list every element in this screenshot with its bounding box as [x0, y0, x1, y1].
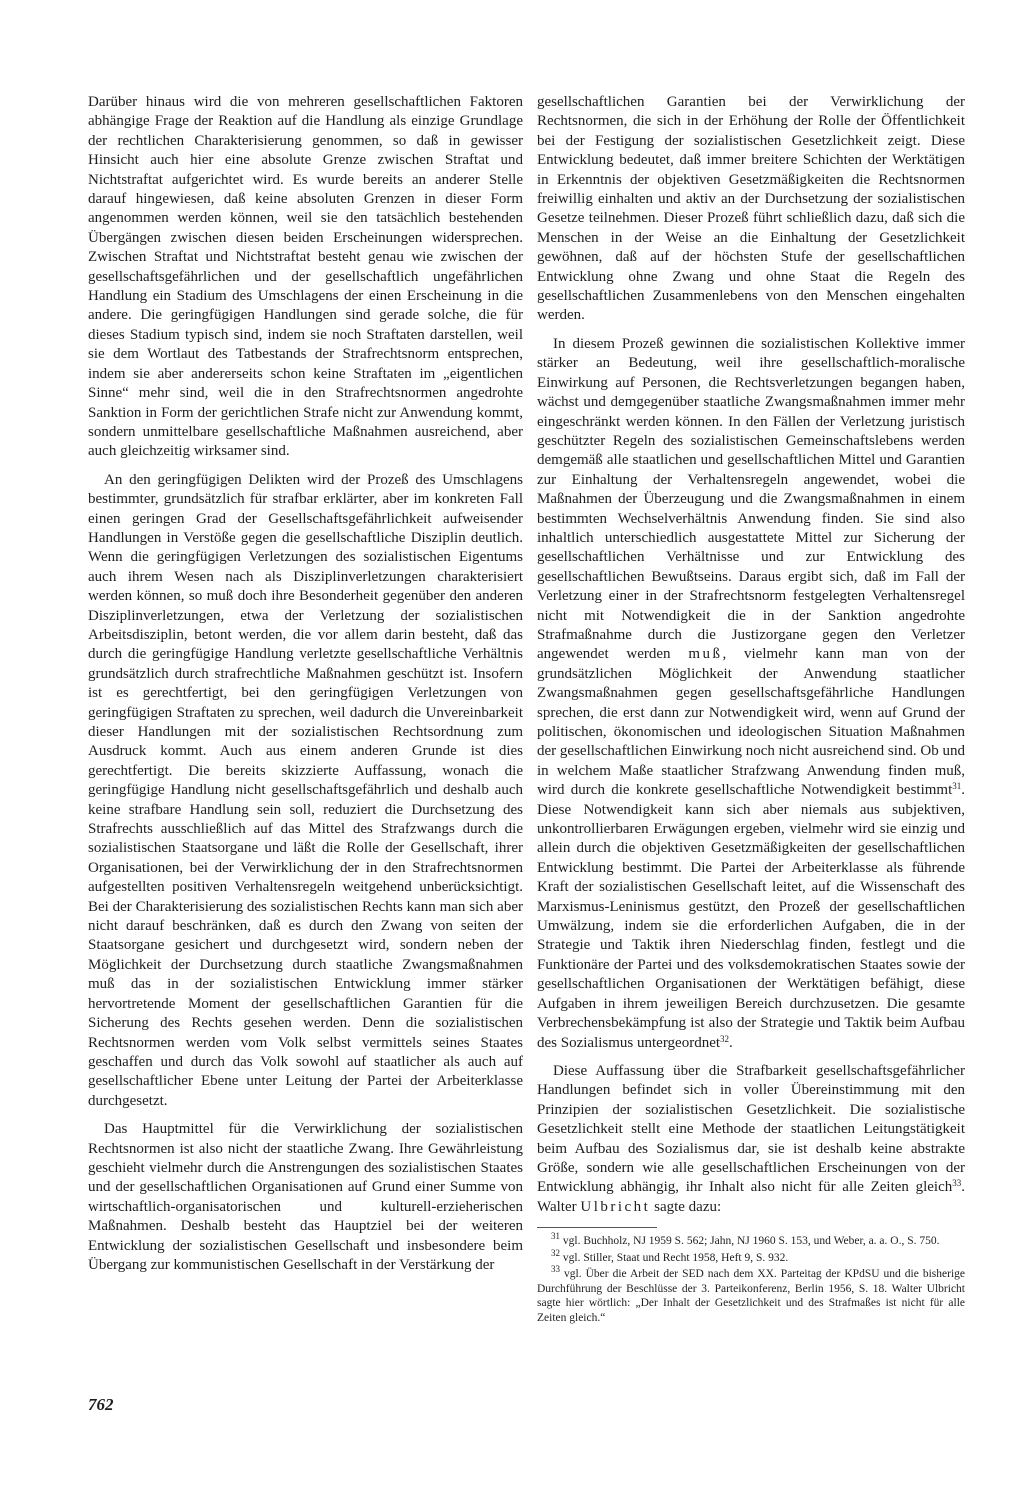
- footnote-ref-32: 32: [720, 1033, 730, 1044]
- paragraph-left-1: Darüber hinaus wird die von mehreren gesellschaftlichen Faktoren abhängige Frage der Reaktion auf die Handlung als einzige Grundlage der rechtlichen Charakterisierung genommen, so daß in gewisser Hinsicht auch hier eine absolute Grenze zwischen Straftat und Nichtstraftat aufgerichtet wird. Es wurde bereits an anderer Stelle darauf hingewiesen, daß keine absoluten Grenzen in dieser Form angenommen werden können, weil sie den tatsächlich bestehenden Übergängen zwischen diesen beiden Erscheinungen widersprechen. Zwischen Straftat und Nichtstraftat besteht genau wie zwischen der gesellschaftsgefährlichen und der gesellschaftlich ungefährlichen Handlung ein Stadium des Umschlagens der einen Erscheinung in die andere. Die geringfügigen Handlungen sind gerade solche, die für dieses Stadium typisch sind, indem sie noch Straftaten darstellen, weil sie dem Wortlaut des Tatbestands der Strafrechtsnorm entsprechen, indem sie aber andererseits schon keine Straftaten im „eigentlichen Sinne“ mehr sind, weil die in den Strafrechtsnormen angedrohte Sanktion in Form der gerichtlichen Strafe nicht zur Anwendung kommt, sondern unmittelbare gesellschaftliche Maßnahmen ausreichend, aber auch gleichzeitig wirksamer sind.: [88, 94, 523, 460]
- paragraph-left-3: Das Hauptmittel für die Verwirklichung der sozialistischen Rechtsnormen ist also nicht der staatliche Zwang. Ihre Gewährleistung geschieht vielmehr durch die Anstrengungen des sozialistischen Staates und der gesellschaftlichen Organisationen auf Grund einer Summe von wirtschaftlich-organisatorischen und kulturell-erzieherischen Maßnahmen. Deshalb besteht das Hauptziel bei der weiteren Entwicklung der sozialistischen Gesellschaft und insbesondere beim Übergang zur kommunistischen Gesellschaft in der Verstärkung der: [88, 1121, 523, 1273]
- paragraph-right-3-text-b: . Walter: [537, 1179, 965, 1215]
- footnotes: [537, 1231, 965, 1325]
- left-column: [88, 93, 523, 1284]
- paragraph-right-2-text-d: .: [729, 1034, 733, 1051]
- footnote-31: [537, 1231, 965, 1249]
- footnote-divider: [537, 1227, 657, 1228]
- footnote-text: vgl. Über die Arbeit der SED nach dem XX. Parteitag der KPdSU und die bisherige Durchführung der Beschlüsse der 3. Parteikonferenz, Berlin 1956, S. 18. Walter Ulbricht sagte hier wörtlich: „Der Inhalt der Gesetzlichkeit und des Strafmaßes ist nicht für alle Zeiten gleich.“: [537, 1268, 965, 1324]
- paragraph-left-2: An den geringfügigen Delikten wird der Prozeß des Umschlagens bestimmter, grundsätzlich für strafbar erklärter, aber im konkreten Fall einen geringen Grad der Gesellschaftsgefährlichkeit aufweisender Handlungen in Verstöße gegen die gesellschaftliche Disziplin deutlich. Wenn die geringfügigen Verletzungen des sozialistischen Eigentums auch ihrem Wesen nach als Disziplinverletzungen charakterisiert werden können, so muß doch ihre Besonderheit gegenüber den anderen Disziplinverletzungen, etwa der Verletzung der sozialistischen Arbeitsdisziplin, betont werden, die vor allem darin besteht, daß das durch die geringfügige Handlung verletzte gesellschaftliche Verhältnis grundsätzlich durch strafrechtliche Maßnahmen geschützt ist. Insofern ist es gerechtfertigt, bei den geringfügigen Verletzungen von geringfügigen Straftaten zu sprechen, weil dadurch die Unvereinbarkeit dieser Handlungen mit der sozialistischen Rechtsordnung zum Ausdruck kommt. Auch aus einem anderen Grunde ist dies gerechtfertigt. Die bereits skizzierte Auffassung, wonach die geringfügige Handlung nicht gesellschaftsgefährlich und deshalb auch keine strafbare Handlung sein soll, reduziert die Durchsetzung des Strafrechts ausschließlich auf das Mittel des Strafzwangs durch die sozialistischen Staatsorgane und läßt die Rolle der Gesellschaft, ihrer Organisationen, bei der Verwirklichung der in den Strafrechtsnormen aufgestellten positiven Verhaltensregeln weitgehend unberücksichtigt. Bei der Charakterisierung des sozialistischen Rechts kann man sich aber nicht darauf beschränken, daß es durch den Zwang von seiten der Staatsorgane gesichert und durchgesetzt wird, sondern neben der Möglichkeit der Durchsetzung durch staatliche Zwangsmaßnahmen muß das in der sozialistischen Entwicklung immer stärker hervortretende Moment der gesellschaftlichen Garantien für die Sicherung des Rechts gesehen werden. Denn die sozialistischen Rechtsnormen werden vom Volk selbst vermittels seines Staates geschaffen und durch das Volk sowohl auf staatlicher als auch auf gesellschaftlicher Ebene unter Leitung der Partei der Arbeiterklasse durchgesetzt.: [88, 471, 523, 1109]
- paragraph-right-3-text-c: sagte dazu:: [650, 1198, 722, 1215]
- emphasis-muss: muß: [688, 646, 723, 663]
- emphasis-ulbricht: Ulbricht: [580, 1198, 651, 1215]
- paragraph-right-3-text-a: Diese Auffassung über die Strafbarkeit gesellschaftsgefährlicher Handlungen befindet sich in voller Übereinstimmung mit den Prinzipien der sozialistischen Gesetzlichkeit. Die sozialistische Gesetzlichkeit stellt eine Methode der staatlichen Leitungstätigkeit beim Aufbau des Sozialismus dar, sie ist deshalb keine abstrakte Größe, sondern wie alle gesellschaftlichen Erscheinungen von der Entwicklung abhängig, ihr Inhalt also nicht für alle Zeiten gleich: [537, 1062, 965, 1196]
- paragraph-right-2-text-c: . Diese Notwendigkeit kann sich aber niemals aus subjektiven, unkontrollierbaren Erwägungen ergeben, vielmehr wird sie einzig und allein durch die objektiven Gesetzmäßigkeiten der gesellschaftlichen Entwicklung bestimmt. Die Partei der Arbeiterklasse als führende Kraft der sozialistischen Gesellschaft leitet, auf die Wissenschaft des Marxismus-Leninismus gestützt, den Prozeß der gesellschaftlichen Umwälzung, indem sie die erforderlichen Aufgaben, die in der Strategie und Taktik ihren Niederschlag finden, festlegt und die Funktionäre der Partei und des volksdemokratischen Staates sowie der gesellschaftlichen Organisationen der Werktätigen befähigt, diese Aufgaben in ihrem jeweiligen Bereich durchzusetzen. Die gesamte Verbrechensbekämpfung ist also der Strategie und Taktik beim Aufbau des Sozialismus untergeordnet: [537, 782, 965, 1051]
- footnote-33: [537, 1264, 965, 1325]
- paragraph-right-2-text-a: In diesem Prozeß gewinnen die sozialistischen Kollektive immer stärker an Bedeutung, weil ihre gesellschaftlich-moralische Einwirkung auf Personen, die Rechtsverletzungen begangen haben, wächst und demgegenüber staatliche Zwangsmaßnahmen immer mehr eingeschränkt werden können. In den Fällen der Verletzung juristisch geschützter Regeln des sozialistischen Gemeinschaftslebens werden demgemäß alle staatlichen und gesellschaftlichen Mittel und Garantien zur Einhaltung der Verhaltensregeln angewendet, wobei die Maßnahmen der Überzeugung und die Zwangsmaßnahmen in einem bestimmten Wechselverhältnis Anwendung finden. Sie sind also inhaltlich unterschiedlich ausgestattete Mittel zur Sicherung der gesellschaftlichen Verhältnisse und zur Entwicklung des gesellschaftlichen Bewußtseins. Daraus ergibt sich, daß im Fall der Verletzung einer in der Strafrechtsnorm festgelegten Verhaltensregel nicht mit Notwendigkeit die in der Sanktion angedrohte Strafmaßnahme durch die Justizorgane gegen den Verletzer angewendet werden: [537, 335, 965, 663]
- paragraph-right-3: [537, 1062, 965, 1217]
- footnote-ref-31: 31: [952, 781, 962, 792]
- footnote-number: 32: [551, 1247, 560, 1258]
- footnote-number: 33: [551, 1264, 560, 1275]
- footnote-32: [537, 1247, 965, 1266]
- paragraph-right-2-text-b: , vielmehr kann man von der grundsätzlichen Möglichkeit der Anwendung staatlicher Zwangsmaßnahmen gegen gesellschaftsgefährliche Handlungen sprechen, die erst dann zur Notwendigkeit wird, wenn auf Grund der politischen, ökonomischen und ideologischen Situation Maßnahmen der gesellschaftlichen Einwirkung noch nicht ausreichend sind. Ob und in welchem Maße staatlicher Strafzwang Anwendung finden muß, wird durch die konkrete gesellschaftliche Notwendigkeit bestimmt: [537, 646, 966, 799]
- footnote-text: vgl. Stiller, Staat und Recht 1958, Heft 9, S. 932.: [560, 1251, 789, 1264]
- footnote-text: vgl. Buchholz, NJ 1959 S. 562; Jahn, NJ 1960 S. 153, und Weber, a. a. O., S. 750.: [560, 1235, 940, 1248]
- footnote-number: 31: [551, 1231, 560, 1242]
- paragraph-right-1: gesellschaftlichen Garantien bei der Verwirklichung der Rechtsnormen, die sich in der Erhöhung der Rolle der Öffentlichkeit bei der Festigung der sozialistischen Gesetzlichkeit zeigt. Diese Entwicklung bedeutet, daß immer breitere Schichten der Werktätigen in Erkenntnis der objektiven Gesetzmäßigkeiten die Rechtsnormen freiwillig einhalten und aktiv an der Durchsetzung der sozialistischen Gesetze teilnehmen. Dieser Prozeß führt schließlich dazu, daß sich die Menschen in der Weise an die Einhaltung der Gesetzlichkeit gewöhnen, daß auf der höchsten Stufe der gesellschaftlichen Entwicklung ohne Zwang und ohne Staat die Regeln des gesellschaftlichen Zusammenlebens von den Menschen eingehalten werden.: [537, 94, 965, 324]
- paragraph-right-2: [537, 335, 965, 1053]
- footnote-ref-33: 33: [952, 1178, 962, 1189]
- right-column: [537, 93, 965, 1327]
- page-number: 762: [88, 1395, 114, 1414]
